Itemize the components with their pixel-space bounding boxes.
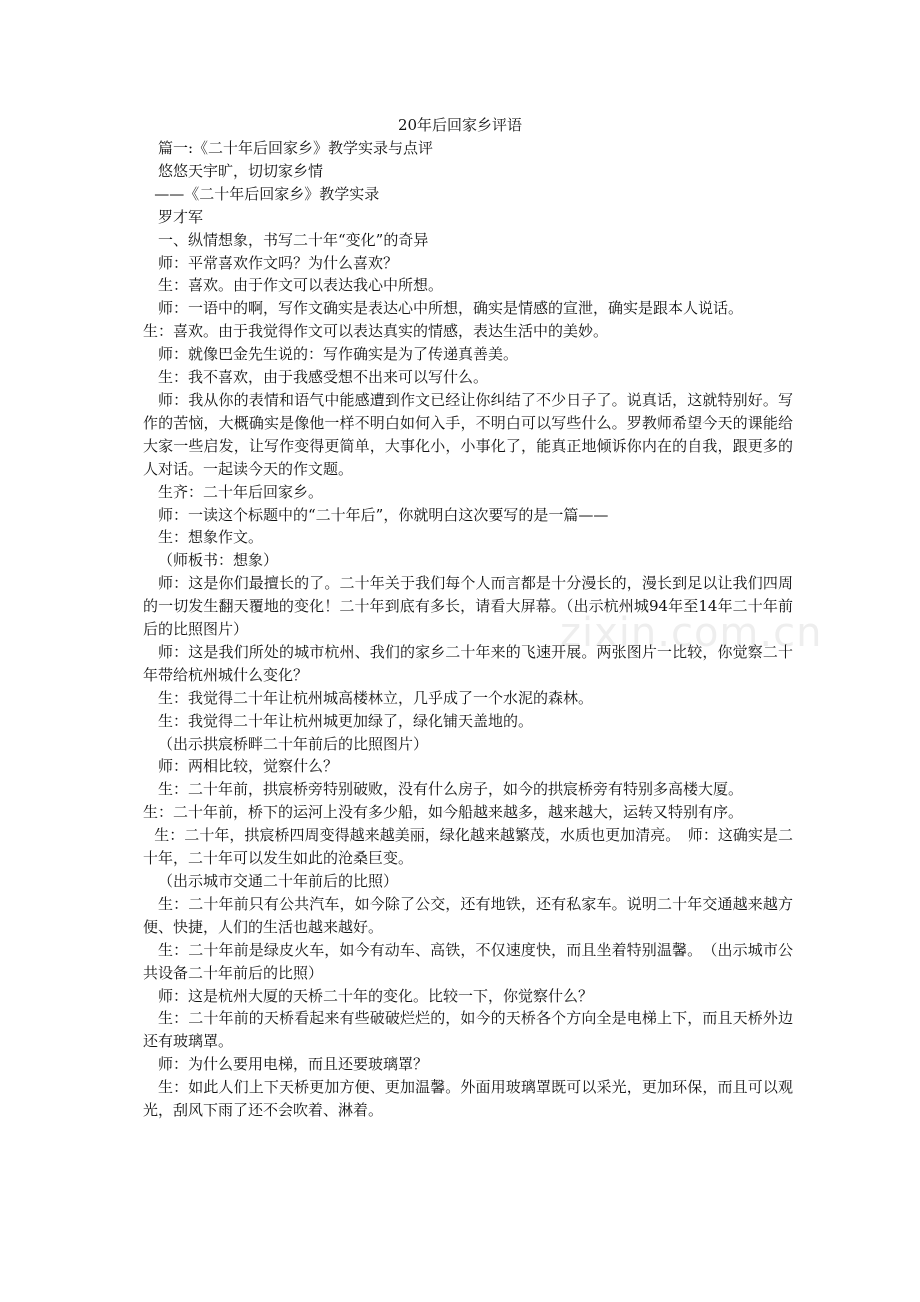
paragraph: 一、纵情想象，书写二十年“变化”的奇异 [158, 230, 429, 249]
paragraph: 生：二十年前，拱宸桥旁特别破败，没有什么房子，如今的拱宸桥旁有特别多高楼大厦。 [158, 780, 744, 799]
watermark: zixin.com.cn [560, 610, 823, 656]
paragraph: 师：我从你的表情和语气中能感遭到作文已经让你纠结了不少日子了。说真话，这就特别好。写作的苦恼，大概确实是像他一样不明白如何入手，不明白可以写些什么。罗教师希望今天的课能给大家一些启发，让写作变得更简单，大事化小，小事化了，能真正地倾诉你内在的自我，跟更多的人对话。一起读今天的作文题。 [143, 390, 793, 478]
paragraph: 生：我不喜欢，由于我感受想不出来可以写什么。 [158, 368, 489, 387]
paragraph: 师：这是我们所处的城市杭州、我们的家乡二十年来的飞速开展。两张图片一比较，你觉察二十年带给杭州城什么变化？ [143, 642, 793, 684]
paragraph: 生齐：二十年后回家乡。 [158, 482, 324, 501]
paragraph: ——《二十年后回家乡》教学实录 [154, 184, 380, 203]
paragraph: 生：喜欢。由于我觉得作文可以表达真实的情感，表达生活中的美妙。 [143, 322, 609, 341]
paragraph: 生：二十年前，桥下的运河上没有多少船，如今船越来越多，越来越大，运转又特别有序。 [143, 803, 744, 822]
paragraph: 生：我觉得二十年让杭州城高楼林立，几乎成了一个水泥的森林。 [158, 688, 594, 707]
paragraph: 生：二十年前的天桥看起来有些破破烂烂的，如今的天桥各个方向全是电梯上下，而且天桥外边还有玻璃罩。 [143, 1009, 793, 1051]
paragraph: 生：如此人们上下天桥更加方便、更加温馨。外面用玻璃罩既可以采光，更加环保，而且可以观光，刮风下雨了还不会吹着、淋着。 [143, 1078, 793, 1120]
paragraph: 师：两相比较，觉察什么？ [158, 757, 339, 776]
paragraph: 师：为什么要用电梯，而且还要玻璃罩？ [158, 1055, 429, 1074]
paragraph: 生：二十年前只有公共汽车，如今除了公交，还有地铁，还有私家车。说明二十年交通越来越方便、快捷，人们的生活也越来越好。 [143, 894, 793, 936]
paragraph: （出示拱宸桥畔二十年前后的比照图片） [158, 734, 429, 753]
paragraph: 师：平常喜欢作文吗？为什么喜欢？ [158, 253, 399, 272]
paragraph: 罗才军 [158, 207, 204, 226]
document-body [143, 137, 793, 1122]
paragraph: （出示城市交通二十年前后的比照） [158, 872, 399, 890]
paragraph: 师：这是你们最擅长的了。二十年关于我们每个人而言都是十分漫长的，漫长到足以让我们四周的一切发生翻天覆地的变化！二十年到底有多长，请看大屏幕。（出示杭州城94年至14年二十年前后的比照图片） [143, 574, 793, 639]
paragraph: （师板书：想象） [158, 551, 279, 570]
document-title: 20年后回家乡评语 [397, 116, 523, 134]
paragraph: 悠悠天宇旷，切切家乡情 [158, 161, 324, 180]
paragraph: 生：二十年前是绿皮火车，如今有动车、高铁，不仅速度快，而且坐着特别温馨。 （出示城市公共设备二十年前后的比照） [143, 940, 793, 982]
paragraph: 生：我觉得二十年让杭州城更加绿了，绿化铺天盖地的。 [158, 711, 534, 730]
paragraph: 师：这是杭州大厦的天桥二十年的变化。比较一下，你觉察什么？ [158, 986, 594, 1005]
paragraph: 师：一语中的啊，写作文确实是表达心中所想，确实是情感的宣泄，确实是跟本人说话。 [158, 299, 744, 318]
paragraph: 师：就像巴金先生说的：写作确实是为了传递真善美。 [158, 345, 519, 364]
paragraph: 生：想象作文。 [158, 528, 264, 547]
paragraph: 生：二十年，拱宸桥四周变得越来越美丽，绿化越来越繁茂，水质也更加清亮。 师：这确实是二十年，二十年可以发生如此的沧桑巨变。 [143, 826, 793, 868]
paragraph: 师：一读这个标题中的“二十年后”，你就明白这次要写的是一篇—— [158, 505, 609, 524]
paragraph: 篇一:《二十年后回家乡》教学实录与点评 [158, 139, 434, 157]
paragraph: 生：喜欢。由于作文可以表达我心中所想。 [158, 276, 444, 295]
